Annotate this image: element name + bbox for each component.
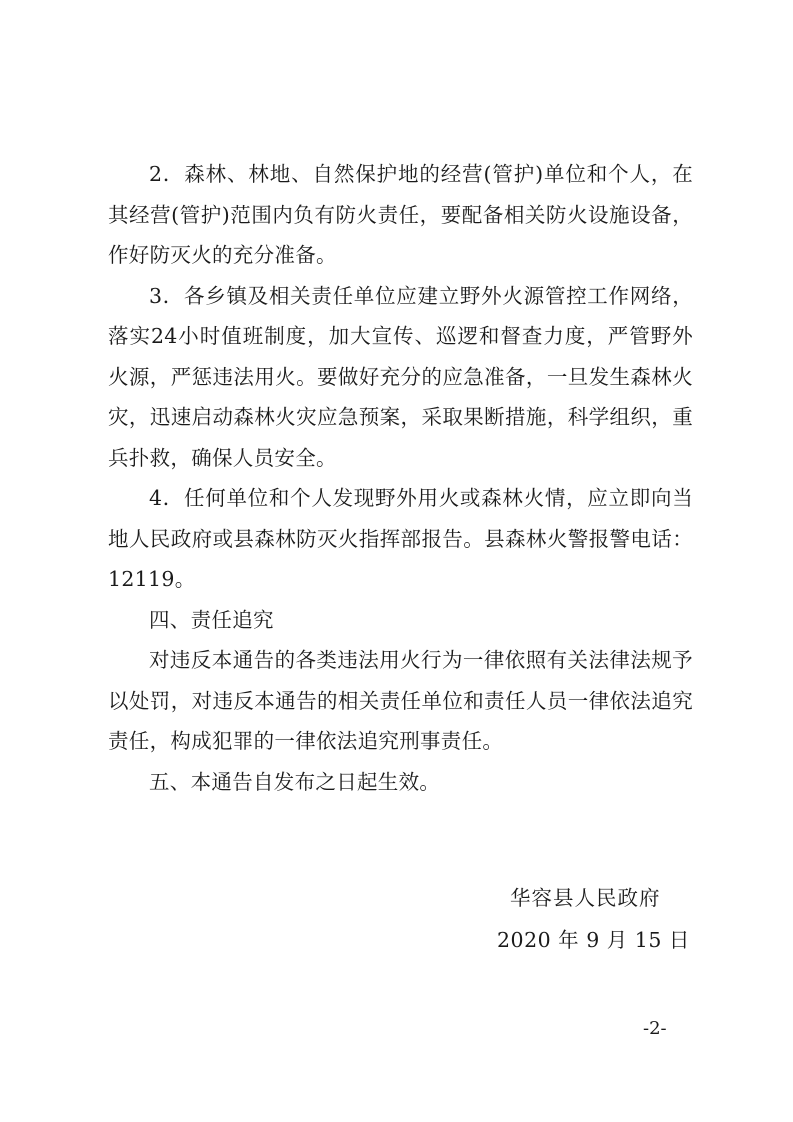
page-number: -2-	[643, 1018, 667, 1039]
paragraph-responsibility: 对违反本通告的各类违法用火行为一律依照有关法律法规予以处罚，对违反本通告的相关责任单位和责任人员一律依法追究责任，构成犯罪的一律依法追究刑事责任。	[108, 648, 693, 753]
paragraph-item-4: 4．任何单位和个人发现野外用火或森林火情，应立即向当地人民政府或县森林防灭火指挥部报告。县森林火警报警电话：12119。	[108, 486, 693, 591]
section-heading-responsibility: 四、责任追究	[149, 607, 274, 632]
paragraph-item-3: 3．各乡镇及相关责任单位应建立野外火源管控工作网络，落实24小时值班制度，加大宣传、巡逻和督查力度，严管野外火源，严惩违法用火。要做好充分的应急准备，一旦发生森林火灾，迅速启动森林火灾应急预案，采取果断措施，科学组织，重兵扑救，确保人员安全。	[108, 283, 693, 470]
signature-date: 2020 年 9 月 15 日	[497, 928, 690, 952]
section-heading-effective: 五、本通告自发布之日起生效。	[149, 769, 441, 794]
document-body	[108, 154, 693, 802]
signature-organization: 华容县人民政府	[510, 886, 661, 910]
paragraph-item-2: 2．森林、林地、自然保护地的经营(管护)单位和个人，在其经营(管护)范围内负有防火责任，要配备相关防火设施设备，作好防灭火的充分准备。	[108, 162, 693, 267]
